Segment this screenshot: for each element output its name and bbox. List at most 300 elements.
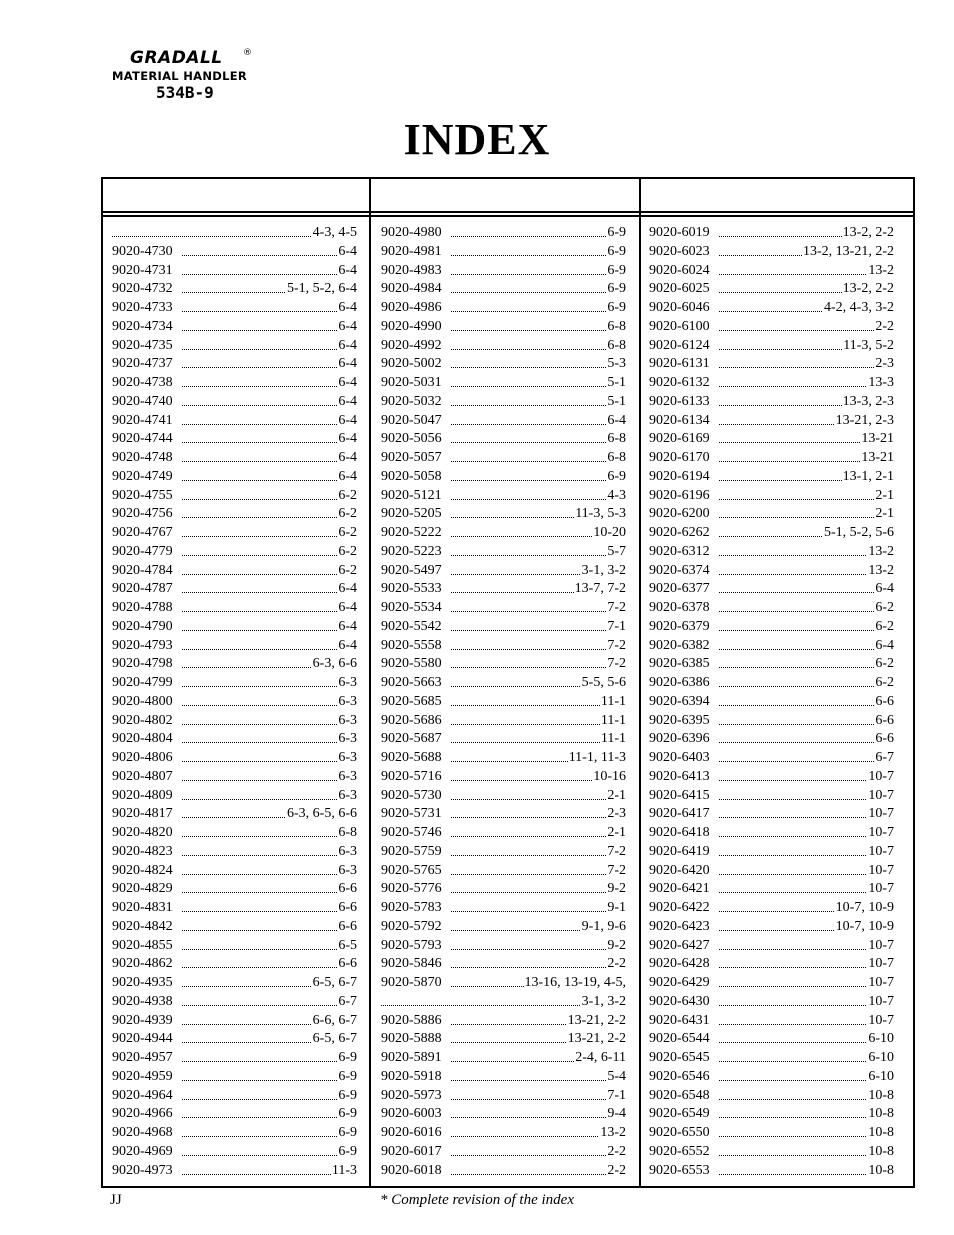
page-reference: 6-9 — [337, 1105, 357, 1124]
page-reference: 6-2 — [874, 618, 894, 637]
index-entry — [112, 768, 357, 787]
page-reference: 13-2, 13-21, 2-2 — [802, 243, 894, 262]
part-number: 9020-4992 — [381, 337, 442, 353]
part-number: 9020-6124 — [649, 337, 710, 353]
dot-leader — [451, 367, 626, 368]
part-number: 9020-4793 — [112, 637, 173, 653]
part-number: 9020-4944 — [112, 1031, 173, 1047]
page-reference: 10-8 — [867, 1143, 894, 1162]
index-entry — [381, 562, 626, 581]
page-reference: 6-8 — [606, 449, 626, 468]
index-entry — [381, 918, 626, 937]
dot-leader — [182, 442, 357, 443]
part-number: 9020-5223 — [381, 543, 442, 559]
part-number: 9020-4855 — [112, 937, 173, 953]
dot-leader — [451, 892, 626, 893]
page-reference: 3-1, 3-2 — [581, 993, 626, 1012]
index-entry — [112, 337, 357, 356]
page-reference: 6-3, 6-5, 6-6 — [286, 805, 357, 824]
page-reference: 13-21, 2-2 — [567, 1030, 626, 1049]
header-rule-inner — [101, 215, 915, 217]
part-number: 9020-4824 — [112, 862, 173, 878]
part-number: 9020-5783 — [381, 900, 442, 915]
dot-leader — [451, 799, 626, 800]
index-entry — [649, 674, 894, 693]
index-entry — [112, 393, 357, 412]
dot-leader — [719, 761, 894, 762]
index-entry — [649, 1105, 894, 1124]
page-reference: 13-2 — [599, 1124, 626, 1143]
index-entry — [649, 862, 894, 881]
dot-leader — [719, 517, 894, 518]
index-entry — [381, 1012, 626, 1031]
index-entry — [112, 562, 357, 581]
column-divider — [639, 177, 641, 1188]
part-number: 9020-6131 — [649, 356, 710, 372]
part-number: 9020-6196 — [649, 487, 710, 503]
page-reference: 6-9 — [606, 299, 626, 318]
part-number: 9020-6428 — [649, 956, 710, 972]
page-reference: 6-9 — [337, 1049, 357, 1068]
part-number: 9020-6132 — [649, 375, 710, 390]
part-number: 9020-4755 — [112, 487, 173, 503]
part-number: 9020-5792 — [381, 918, 442, 934]
dot-leader — [182, 1005, 357, 1006]
index-entry — [381, 993, 626, 1012]
index-entry — [649, 299, 894, 318]
page-reference: 6-6 — [874, 730, 894, 749]
index-entry — [381, 374, 626, 393]
dot-leader — [451, 442, 626, 443]
index-entry — [381, 937, 626, 956]
page-reference: 2-1 — [874, 505, 894, 524]
part-number: 9020-4732 — [112, 281, 173, 297]
index-entry — [381, 862, 626, 881]
part-number: 9020-6385 — [649, 656, 710, 672]
part-number: 9020-6420 — [649, 862, 710, 878]
part-number: 9020-5047 — [381, 412, 442, 428]
index-entry — [381, 1030, 626, 1049]
part-number: 9020-4957 — [112, 1050, 173, 1065]
page-reference: 7-2 — [606, 655, 626, 674]
index-entry — [649, 824, 894, 843]
index-entry — [649, 843, 894, 862]
index-entry — [381, 543, 626, 562]
dot-leader — [182, 799, 357, 800]
page-reference: 11-1, 11-3 — [568, 749, 626, 768]
logo-model: 534B-9 — [156, 83, 214, 102]
dot-leader — [451, 817, 626, 818]
page-reference: 6-4 — [337, 243, 357, 262]
part-number: 9020-5776 — [381, 881, 442, 897]
part-number: 9020-5730 — [381, 787, 442, 803]
part-number: 9020-5534 — [381, 600, 442, 615]
page-reference: 2-3 — [874, 355, 894, 374]
index-entry — [381, 1068, 626, 1087]
dot-leader — [182, 574, 357, 575]
index-entry — [112, 730, 357, 749]
dot-leader — [182, 1155, 357, 1156]
index-entry — [112, 880, 357, 899]
dot-leader — [451, 292, 626, 293]
page-reference: 6-2 — [337, 524, 357, 543]
page-reference: 13-21 — [860, 430, 894, 449]
part-number: 9020-6415 — [649, 787, 710, 803]
part-number: 9020-5846 — [381, 956, 442, 972]
part-number: 9020-4973 — [112, 1162, 173, 1178]
index-entry — [112, 1105, 357, 1124]
page-reference: 13-2 — [867, 562, 894, 581]
part-number: 9020-4741 — [112, 412, 173, 428]
page-reference: 6-9 — [606, 243, 626, 262]
part-number: 9020-5533 — [381, 581, 442, 597]
page-reference: 10-7 — [867, 824, 894, 843]
part-number: 9020-6377 — [649, 581, 710, 597]
part-number: 9020-5716 — [381, 768, 442, 784]
part-number: 9020-4787 — [112, 581, 173, 597]
index-entry — [649, 262, 894, 281]
part-number: 9020-6024 — [649, 262, 710, 278]
index-entry — [381, 505, 626, 524]
page-reference: 9-1 — [606, 899, 626, 918]
part-number: 9020-6431 — [649, 1012, 710, 1028]
page-reference: 6-9 — [337, 1087, 357, 1106]
part-number: 9020-4804 — [112, 731, 173, 747]
page-reference: 6-9 — [606, 224, 626, 243]
page-reference: 3-1, 3-2 — [581, 562, 626, 581]
dot-leader — [719, 649, 894, 650]
index-entry — [649, 637, 894, 656]
page-reference: 13-2, 2-2 — [842, 280, 894, 299]
page-reference: 2-2 — [606, 955, 626, 974]
index-entry — [381, 1143, 626, 1162]
part-number: 9020-5121 — [381, 487, 442, 503]
page-reference: 10-7 — [867, 993, 894, 1012]
dot-leader — [182, 367, 357, 368]
index-entry — [112, 505, 357, 524]
page-reference: 11-1 — [600, 730, 626, 749]
part-number: 9020-6396 — [649, 731, 710, 747]
dot-leader — [182, 349, 357, 350]
part-number: 9020-4809 — [112, 787, 173, 803]
dot-leader — [451, 649, 626, 650]
page-reference: 6-2 — [337, 505, 357, 524]
part-number: 9020-4749 — [112, 468, 173, 484]
index-entry — [381, 1105, 626, 1124]
index-entry — [112, 862, 357, 881]
page-reference: 5-4 — [606, 1068, 626, 1087]
part-number: 9020-5688 — [381, 750, 442, 765]
part-number: 9020-4842 — [112, 918, 173, 934]
part-number: 9020-6378 — [649, 600, 710, 615]
page-reference: 2-2 — [606, 1162, 626, 1181]
page-reference: 10-8 — [867, 1087, 894, 1106]
part-number: 9020-6194 — [649, 468, 710, 484]
part-number: 9020-6133 — [649, 393, 710, 409]
dot-leader — [182, 892, 357, 893]
part-number: 9020-6134 — [649, 412, 710, 428]
part-number: 9020-5542 — [381, 618, 442, 634]
part-number: 9020-6394 — [649, 693, 710, 709]
dot-leader — [182, 1080, 357, 1081]
page-reference: 9-1, 9-6 — [581, 918, 626, 937]
index-entry — [381, 1087, 626, 1106]
page-reference: 10-7 — [867, 768, 894, 787]
index-entry — [112, 993, 357, 1012]
dot-leader — [182, 780, 357, 781]
part-number: 9020-5497 — [381, 562, 442, 578]
page-reference: 10-7 — [867, 955, 894, 974]
index-entry — [112, 843, 357, 862]
page-reference: 13-3, 2-3 — [842, 393, 894, 412]
part-number: 9020-6549 — [649, 1106, 710, 1122]
part-number: 9020-5057 — [381, 450, 442, 465]
index-entry — [112, 524, 357, 543]
part-number: 9020-6169 — [649, 431, 710, 447]
dot-leader — [451, 611, 626, 612]
page-reference: 5-5, 5-6 — [581, 674, 626, 693]
dot-leader — [182, 874, 357, 875]
part-number: 9020-4733 — [112, 300, 173, 315]
index-entry — [112, 655, 357, 674]
dot-leader — [182, 836, 357, 837]
dot-leader — [182, 761, 357, 762]
page-reference: 6-3 — [337, 768, 357, 787]
part-number: 9020-6003 — [381, 1106, 442, 1122]
page-reference: 7-2 — [606, 599, 626, 618]
page-reference: 2-1 — [606, 824, 626, 843]
page-reference: 7-2 — [606, 862, 626, 881]
index-entry — [112, 449, 357, 468]
part-number: 9020-5663 — [381, 675, 442, 690]
index-entry — [649, 1143, 894, 1162]
index-entry — [112, 693, 357, 712]
page-reference: 6-6 — [874, 712, 894, 731]
part-number: 9020-5891 — [381, 1050, 442, 1065]
index-entry — [381, 468, 626, 487]
index-entry — [649, 937, 894, 956]
dot-leader — [182, 649, 357, 650]
index-entry — [112, 243, 357, 262]
index-entry — [381, 787, 626, 806]
dot-leader — [451, 1174, 626, 1175]
part-number: 9020-4986 — [381, 300, 442, 315]
index-entry — [649, 524, 894, 543]
dot-leader — [451, 311, 626, 312]
part-number: 9020-4798 — [112, 656, 173, 672]
index-entry — [112, 412, 357, 431]
page-reference: 2-1 — [606, 787, 626, 806]
part-number: 9020-6417 — [649, 806, 710, 822]
dot-leader — [719, 592, 894, 593]
dot-leader — [451, 274, 626, 275]
index-entry — [649, 599, 894, 618]
footer-revision-note: * Complete revision of the index — [380, 1192, 574, 1208]
dot-leader — [182, 930, 357, 931]
page-reference: 10-7 — [867, 862, 894, 881]
page-reference: 4-3 — [606, 487, 626, 506]
page-reference: 6-6, 6-7 — [312, 1012, 357, 1031]
part-number: 9020-5205 — [381, 506, 442, 522]
index-entry — [649, 430, 894, 449]
part-number: 9020-4983 — [381, 262, 442, 278]
part-number: 9020-6419 — [649, 843, 710, 859]
page-reference: 11-1 — [600, 712, 626, 731]
page-reference: 11-1 — [600, 693, 626, 712]
dot-leader — [451, 1117, 626, 1118]
page-reference: 6-7 — [337, 993, 357, 1012]
page-reference: 10-8 — [867, 1124, 894, 1143]
part-number: 9020-6386 — [649, 675, 710, 690]
page-reference: 11-3, 5-2 — [842, 337, 894, 356]
index-entry — [649, 993, 894, 1012]
part-number: 9020-6016 — [381, 1125, 442, 1140]
index-entry — [649, 693, 894, 712]
page-reference: 6-9 — [337, 1124, 357, 1143]
index-entry — [112, 487, 357, 506]
page-reference: 6-2 — [337, 562, 357, 581]
page-reference: 6-4 — [337, 393, 357, 412]
page-reference: 6-3, 6-6 — [312, 655, 357, 674]
index-entry — [112, 787, 357, 806]
page-reference: 13-2, 2-2 — [842, 224, 894, 243]
part-number: 9020-6423 — [649, 918, 710, 934]
page-reference: 6-4 — [337, 355, 357, 374]
dot-leader — [451, 255, 626, 256]
part-number: 9020-5759 — [381, 843, 442, 859]
logo-brand: GRADALL — [130, 48, 223, 68]
page-reference: 6-2 — [874, 674, 894, 693]
part-number: 9020-5222 — [381, 525, 442, 540]
part-number: 9020-5558 — [381, 637, 442, 653]
index-entry — [649, 562, 894, 581]
index-entry — [381, 487, 626, 506]
dot-leader — [451, 386, 626, 387]
page-reference: 7-1 — [606, 618, 626, 637]
index-entry — [381, 1049, 626, 1068]
index-entry — [112, 262, 357, 281]
index-entry — [381, 243, 626, 262]
index-entry — [112, 374, 357, 393]
dot-leader — [719, 742, 894, 743]
index-entry — [112, 1049, 357, 1068]
part-number: 9020-4738 — [112, 375, 173, 390]
part-number: 9020-4823 — [112, 843, 173, 859]
dot-leader — [719, 705, 894, 706]
page-reference: 10-8 — [867, 1105, 894, 1124]
dot-leader — [182, 1061, 357, 1062]
page-reference: 6-9 — [337, 1143, 357, 1162]
dot-leader — [451, 1099, 626, 1100]
part-number: 9020-6421 — [649, 881, 710, 897]
part-number: 9020-6544 — [649, 1031, 710, 1047]
index-entry — [649, 749, 894, 768]
dot-leader — [451, 667, 626, 668]
dot-leader — [182, 311, 357, 312]
index-entry — [649, 955, 894, 974]
page-reference: 10-7, 10-9 — [835, 918, 894, 937]
page-reference: 6-4 — [337, 449, 357, 468]
page-reference: 10-7 — [867, 937, 894, 956]
page-reference: 2-2 — [606, 1143, 626, 1162]
index-entry — [381, 1162, 626, 1181]
part-number: 9020-4984 — [381, 281, 442, 297]
part-number: 9020-6427 — [649, 937, 710, 953]
part-number: 9020-4981 — [381, 243, 442, 259]
page-reference: 13-21, 2-3 — [835, 412, 894, 431]
index-entry — [112, 824, 357, 843]
part-number: 9020-5746 — [381, 825, 442, 840]
index-entry — [649, 1030, 894, 1049]
page-reference: 13-16, 13-19, 4-5, — [524, 974, 627, 993]
page-reference: 6-4 — [337, 262, 357, 281]
part-number: 9020-5687 — [381, 731, 442, 747]
index-entry — [649, 712, 894, 731]
page-reference: 6-2 — [874, 655, 894, 674]
dot-leader — [182, 911, 357, 912]
logo-subtitle: MATERIAL HANDLER — [112, 69, 248, 83]
page-reference: 6-10 — [867, 1049, 894, 1068]
part-number: 9020-5056 — [381, 431, 442, 447]
page-reference: 7-2 — [606, 843, 626, 862]
index-entry — [112, 712, 357, 731]
page-reference: 10-8 — [867, 1162, 894, 1181]
index-entry — [381, 280, 626, 299]
part-number: 9020-5685 — [381, 693, 442, 709]
dot-leader — [719, 367, 894, 368]
part-number: 9020-6374 — [649, 562, 710, 578]
dot-leader — [719, 667, 894, 668]
page-reference: 6-4 — [337, 637, 357, 656]
part-number: 9020-4737 — [112, 356, 173, 372]
index-entry — [381, 712, 626, 731]
index-entry — [381, 768, 626, 787]
part-number: 9020-6413 — [649, 768, 710, 784]
index-entry — [649, 505, 894, 524]
part-number: 9020-6262 — [649, 525, 710, 540]
page-reference: 10-7 — [867, 787, 894, 806]
page-reference: 6-9 — [337, 1068, 357, 1087]
index-entry — [381, 449, 626, 468]
part-number: 9020-5032 — [381, 393, 442, 409]
part-number: 9020-6546 — [649, 1068, 710, 1084]
part-number: 9020-4802 — [112, 712, 173, 728]
index-entry — [112, 299, 357, 318]
index-column-3 — [649, 224, 894, 1180]
page-reference: 6-6 — [337, 880, 357, 899]
part-number: 9020-4935 — [112, 975, 173, 990]
page-reference: 6-4 — [337, 412, 357, 431]
part-number: 9020-4968 — [112, 1125, 173, 1140]
index-entry — [381, 693, 626, 712]
index-entry — [649, 224, 894, 243]
dot-leader — [182, 274, 357, 275]
part-number: 9020-6553 — [649, 1162, 710, 1178]
index-entry — [381, 318, 626, 337]
index-entry — [649, 449, 894, 468]
dot-leader — [719, 499, 894, 500]
page-reference: 6-3 — [337, 862, 357, 881]
part-number: 9020-4740 — [112, 393, 173, 409]
page-reference: 6-5, 6-7 — [312, 1030, 357, 1049]
column-divider — [369, 177, 371, 1188]
page-reference: 6-9 — [606, 262, 626, 281]
index-entry — [112, 637, 357, 656]
index-entry — [381, 524, 626, 543]
index-entry — [649, 899, 894, 918]
part-number: 9020-6019 — [649, 225, 710, 240]
index-entry — [381, 599, 626, 618]
